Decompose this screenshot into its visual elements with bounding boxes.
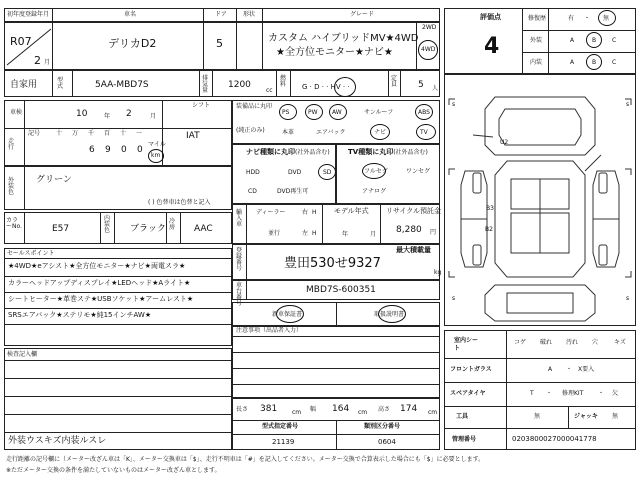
mileage-label: 走行 [8,138,15,151]
row2 [4,70,440,97]
import-label: 輸入車 [236,209,243,228]
score-value: 4 [484,34,500,59]
inspector-label: 検査記入欄 [7,351,38,358]
model-year-y: 年 [342,231,349,238]
repair-no: 無 [603,15,610,22]
equipment-label: 装備品に丸印 [236,103,273,110]
mileage-digit: 0 [121,145,127,155]
car-diagram [445,75,635,325]
mileage-header-3: 千 [88,130,95,137]
mileage-header-0: 記号 [28,130,41,137]
shift-value: IAT [186,131,200,141]
tv-oneseg: ワンセグ [406,168,431,175]
import-left: 左 [302,230,309,237]
grade-label: グレード [350,11,375,18]
chassis-label: 車台番号 [236,282,243,307]
import-right: 右 [302,209,309,216]
equipment-item: エアバック [316,129,346,136]
fuel-label: 燃料 [280,75,287,88]
tools-label: 工具 [456,413,469,420]
footer-line1: 走行距離の記号欄に（メーター改ざん車は「K」、メーター交換車は「$」、走行不明車は「#」を記入してください。メーター交換で合算表示した場合にも「$」に必要とします。 [6,456,485,463]
navi-sd: SD [323,169,332,176]
recycle-yen: 円 [430,229,437,236]
mileage-digit: 6 [89,145,95,155]
jack-label: ジャッキ [574,413,598,420]
equipment-item: AW [332,109,342,116]
car-name: デリカD2 [108,37,157,50]
model-year-label: モデル年式 [334,207,369,215]
mileage-unit-km: km [151,152,161,159]
seat-option: キズ [614,339,626,346]
first-reg-month: 2 [34,54,41,67]
score-label: 評価点 [480,13,501,21]
diagram-s-3: s [452,295,456,302]
glass-option: X要入 [578,366,595,373]
manual: 取扱説明書 [374,311,405,318]
seat-option: コゲ [514,339,527,346]
navi-dvd-play: DVD再生可 [277,188,309,195]
glass-option: A [548,366,553,373]
grade-line1: カスタム ハイブリッドMV★4WD [268,33,419,44]
first-reg-year: R07 [10,35,32,48]
fuel-hv-circle [334,77,356,97]
registration-value: 豊田530せ9327 [284,256,381,271]
class-number: 0604 [378,438,396,446]
navi-hdd: HDD [246,169,260,176]
first-reg-label: 初年度登録年月 [7,11,50,18]
displacement-label: 排気量 [202,75,209,94]
exterior-label: 外装色 [8,177,15,196]
footer-line2: ※ただメーター交換の条件を満たしていないものはメーター改ざん車とします。 [6,467,221,474]
glass-label: フロントガラス [450,366,492,373]
shape-label: 形状 [243,11,256,18]
cc-unit: cc [266,87,273,94]
max-load-unit: kg [434,269,442,276]
width-value: 164 [332,404,350,414]
width-label: 幅 [310,406,317,413]
spare-option: 修理KIT [562,390,584,397]
jack-value: 無 [612,413,619,420]
registration-label: 登録番号 [236,247,243,272]
grade-line2: ★全方位モニター★ナビ★ [276,47,393,58]
exterior-note: ( ) 色替車は色替と記入 [148,199,211,206]
equipment-item: PW [308,109,318,116]
import-handle-r: H [312,209,317,216]
length-unit: cm [292,409,302,416]
diagram-b3: B3 [486,205,494,212]
sales-point-line: シートヒーター★革巻ステ★USBソケット★アームレスト★ [8,295,194,303]
new-car-warranty: 新車保証書 [272,311,303,318]
inspection-year-unit: 年 [104,113,111,120]
glass-option: ・ [566,366,573,373]
sales-points-label: セールスポイント [7,250,55,257]
length-label: 長さ [236,406,249,413]
inspection-month-unit: 月 [150,113,157,120]
spare-option: ・ [598,390,605,397]
seat-option: 汚れ [566,339,579,346]
ext-grade-a: A [570,37,575,44]
mileage-header-4: 百 [104,130,111,137]
car-name-label: 車名 [124,11,137,18]
capacity-label: 定員 [391,75,398,88]
drive-4wd: 4WD [421,46,436,53]
width-unit: cm [358,409,368,416]
recycle-value: 8,280 [396,225,422,235]
spare-label: スペアタイヤ [450,390,486,397]
inspection-label: 車検 [10,109,23,116]
inspector-notes [4,348,232,450]
mileage-digit: 9 [105,145,111,155]
diagram-b2: B2 [485,226,493,233]
interior-color-label: 内装色 [104,215,111,234]
seat-label: 室内シート [454,337,479,353]
spare-option: 欠 [612,390,619,397]
shift-label: シフト [192,102,211,109]
type-label: 型式指定番号 [262,423,299,430]
recycle-label: リサイクル預託金 [386,207,442,215]
doors-label: ドア [215,11,227,18]
inspection-month: 2 [126,109,132,119]
int-grade-a: A [570,59,575,66]
import-dealer: ディーラー [256,209,286,216]
exterior-color: グリーン [36,175,72,185]
model-label: 型式 [57,77,64,90]
length-value: 381 [260,404,278,414]
int-grade-c: C [612,59,617,66]
spare-option: ・ [546,390,553,397]
diagram-s-4: s [626,295,630,302]
height-unit: cm [428,409,438,416]
mileage-unit-mile: マイル [148,141,166,148]
equipment-item: サンルーフ [364,109,394,116]
interior-color-value: ブラック [130,224,166,234]
capacity-value: 5 [418,80,424,90]
type-number: 21139 [272,438,295,446]
spare-option: T [530,390,534,397]
equipment-item: TV [420,129,428,136]
mileage-header-6: 一 [136,130,143,137]
model-value: 5AA-MBD7S [95,80,149,90]
navi-cd: CD [248,188,257,195]
mileage-header-5: 十 [120,130,127,137]
fuel-options: G · D · · HV · · [302,83,350,91]
displacement-value: 1200 [228,80,251,90]
mgmt-label: 管理番号 [452,436,477,443]
diagram-s-2: s [626,101,630,108]
repair-yes: 有 [568,15,575,22]
equipment-item: ナビ [374,129,387,136]
mileage-header-1: 十 [56,130,63,137]
tv-analog: アナログ [362,188,387,195]
mileage-digit: 0 [137,145,143,155]
tv-fullseg: フルセグ [364,168,388,175]
drive-2wd: 2WD [422,24,437,31]
max-load-label: 最大積載量 [396,246,431,254]
inspection-year: 10 [76,109,88,119]
equipment-item: 本革 [282,129,295,136]
navi-title: ナビ種類に丸印(社外品含む) [246,148,330,156]
ext-grade-b: B [592,37,597,44]
sales-point-line: ★4WD★eアシスト★全方位モニター★ナビ★両電スラ★ [8,262,186,270]
diagram-u2: U2 [500,139,509,146]
equipment-item: PS [282,109,290,116]
diagram-s-1: s [452,101,456,108]
height-value: 174 [400,404,418,414]
inspector-note: 外装ウスキズ内装ルスレ [8,436,107,446]
exterior-grade-label: 外装 [530,37,543,44]
class-label: 類別区分番号 [364,423,401,430]
tv-title: TV種類に丸印(社外品含む) [348,148,428,156]
height-label: 高さ [378,406,391,413]
mileage-header-2: 万 [72,130,79,137]
mgmt-number: 0203800027000041778 [512,435,597,443]
sales-point-line: SRSエアバック★ステリモ★純15インチAW★ [8,311,152,319]
color-no-label: カラーNo. [6,217,22,230]
seat-option: 破れ [540,339,553,346]
color-no-value: E57 [52,224,70,234]
import-parallel: 並行 [268,230,281,237]
chassis-value: MBD7S-600351 [306,285,376,295]
equipment-item: ABS [418,109,430,116]
ac-value: AAC [194,224,213,234]
seat-option: 穴 [592,339,599,346]
sales-point-line: カラーヘッドアップディスプレイ★LEDヘッド★Aライト★ [8,279,191,287]
interior-grade-label: 内装 [530,59,543,66]
ac-label: 冷房 [169,218,176,231]
month-unit: 月 [44,59,51,66]
equipment-note: (純正のみ) [236,127,265,134]
staff-notes-label: 注意事項（出品者入力） [236,327,303,334]
ext-grade-c: C [612,37,617,44]
capacity-unit: 人 [432,85,439,92]
repair-label: 修復歴 [528,15,547,22]
int-grade-b: B [592,59,597,66]
doors: 5 [216,37,223,50]
model-year-m: 月 [370,231,377,238]
tools-value: 無 [534,413,541,420]
use-type: 自家用 [10,80,38,90]
navi-dvd: DVD [288,169,302,176]
import-handle-l: H [312,230,317,237]
